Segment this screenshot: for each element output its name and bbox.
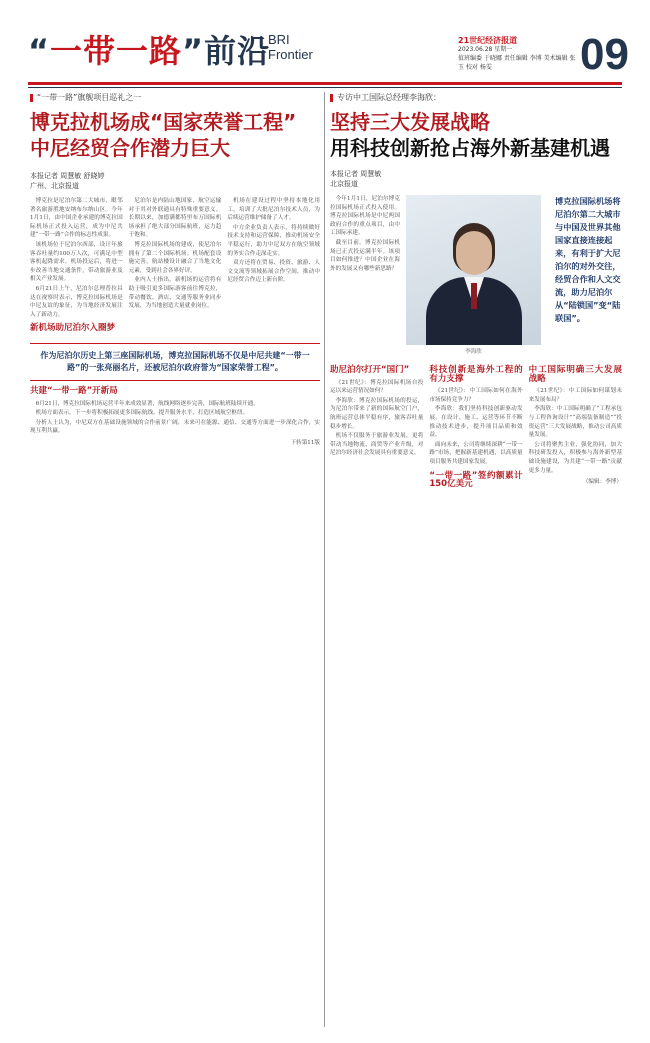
right-body-columns [330,361,622,493]
section-title: “一带一路”前沿 [28,32,271,70]
subtitle-line2: Frontier [268,47,313,62]
right-top-row [330,195,622,355]
left-body-col2: 尼泊尔是内陆山地国家，航空运输对于其对外联通具有特殊重要意义。长期以来，加德满都特里布万国际机场承担了绝大部分国际航班，运力趋于饱和。 博克拉国际机场的建成，使尼泊尔拥有了第二个国际机场。机场配套设施完善，航站楼设计融合了当地文化元素，受到社会各界好评。 业内人士指出，新机场的运营将有助于吸引更多国际游客前往博克拉，带动餐饮、酒店、交通等服务业同步发展，为当地创造大量就业岗位。 [128,198,222,310]
masthead [0,0,650,80]
paper-name: 21世纪经济报道 [458,36,518,45]
right-subhead-3: 中工国际明确三大发展战略 [528,365,622,384]
right-intro: 今年1月1日，尼泊尔博克拉国际机场正式投入使用。博克拉国际机场是中尼两国政府合作的重点项目，由中工国际承建。 截至目前，博克拉国际机场已正式投运满半年。该项目如何推进？中国企业在海外的发展又有哪些新思路？ [330,196,400,272]
edition-credits: 值班编委 于晓娜 责任编辑 李博 美术编辑 张玉 校对 杨雯 [458,55,576,71]
right-subhead-1: 助尼泊尔打开“国门” [330,365,410,375]
edition-info [458,36,578,72]
right-body-col3: 中工国际明确三大发展战略 《21世纪》：中工国际如何谋划未来发展布局？ 李海欣：中工国际明确了“工程承包与工程咨询设计”“高端装备制造”“投资运营”三大发展战略，推动公司高质量发展。 公司将聚焦主业，强化协同，加大科技研发投入，积极参与海外新型基础设施建设，为共建“一带一路”贡献更多力量。 （编辑：李博） [528,365,622,486]
left-body-col3: 机场在建设过程中坚持本地化用工，培训了大批尼泊尔技术人员，为后续运营维护储备了人才。 中方企业负责人表示，将持续做好技术支持和运营保障，推动机场安全平稳运行，助力中尼双方在航空领域的务实合作走深走实。 双方还将在贸易、投资、旅游、人文交流等领域拓展合作空间，推动中尼经贸合作迈上新台阶。 [227,198,321,284]
left-lower-subhead: 共建“一带一路”开新局 [30,385,118,396]
portrait-caption: 李海欣 [465,349,482,355]
left-page-ref: 下转第11版 [290,439,320,446]
right-body-col2: 科技创新是海外工程的有力支撑 《21世纪》：中工国际如何在海外市场保持竞争力？ 李海欣：我们坚持科技创新驱动发展，在设计、施工、运营等环节不断推动技术进步，提升项目品质和效益。 面向未来，公司将继续深耕“一带一路”市场，把握新基建机遇，以高质量项目服务共建国家发展。 “一带一路”签约额累计150亿美元 [429,365,523,490]
left-article [30,92,320,447]
right-subhead-2: 科技创新是海外工程的有力支撑 [429,365,523,384]
left-callout: 作为尼泊尔历史上第三座国际机场，博克拉国际机场不仅是中尼共建“一带一路”的一张亮丽名片，还被尼泊尔政府誉为“国家荣誉工程”。 [30,343,320,381]
left-byline: 本报记者 周慧敏 舒晓婷 广州、北京报道 [30,172,105,190]
right-subhead-bottom: “一带一路”签约额累计150亿美元 [429,470,523,490]
portrait-figure [406,195,541,355]
left-headline: 博克拉机场成“国家荣誉工程” 中尼经贸合作潜力巨大 [30,110,297,160]
left-lower-body: 共建“一带一路”开新局 6月21日，博克拉国际机场运营半年来成效显著，航线网络逐步完善，国际航班陆续开通。 机场方面表示，下一步将积极拓展更多国际航线，提升服务水平，打造区域航空枢纽。 分析人士认为，中尼双方在基础设施领域的合作前景广阔，未来可在能源、通信、交通等方面进一步深化合作，实现互利共赢。 下转第11版 [30,385,320,446]
edition-date: 2023.06.28 星期一 [458,46,513,53]
section-subtitle [268,32,313,62]
left-kicker: “一带一路”旗舰项目巡礼之一 [30,92,320,103]
subtitle-line1: BRI [268,32,290,47]
section-title-accent: 一带一路 [50,32,183,70]
right-editor: （编辑：李博） [582,479,622,486]
pull-quote: 博克拉国际机场将尼泊尔第二大城市与中国及世界其他国家直接连接起来，有利于扩大尼泊尔的对外交往，经贸合作和人文交流，助力尼泊尔从“陆锁国”变“陆联国”。 [555,196,621,323]
masthead-rule [28,82,622,85]
page-number: 09 [580,30,629,79]
portrait-photo [406,195,541,345]
right-headline: 坚持三大发展战略 用科技创新抢占海外新基建机遇 [330,110,610,160]
right-byline: 本报记者 周慧敏 北京报道 [330,170,382,188]
right-article [330,92,622,493]
right-body-col1: 助尼泊尔打开“国门” 《21世纪》：博克拉国际机场自投运以来运营情况如何？ 李海欣：博克拉国际机场的投运，为尼泊尔带来了新的国际航空门户，航班运营总体平稳有序，旅客吞吐量稳步增长。 机场不仅服务于旅游业发展，更将带动当地物流、商贸等产业升级，对尼泊尔经济社会发展具有重要意义。 [330,365,424,457]
right-kicker: 专访中工国际总经理李海欣： [330,92,622,103]
left-subhead: 新机场助尼泊尔入圈梦 [30,323,116,334]
left-body-col1: 博克拉是尼泊尔第二大城市，毗邻著名旅游胜地安纳布尔纳山区。今年1月1日，由中国企业承建的博克拉国际机场正式投入运营，成为中尼共建“一带一路”合作的标志性成果。 该机场位于尼泊尔西部，设计年旅客吞吐量约100万人次，可满足中型客机起降需求。机场投运后，将进一步改善当地交通条件，带动旅游业及相关产业发展。 6月21日上午，尼泊尔总理普拉昌达在视察时表示，博克拉国际机场是中尼友谊的象征，为当地经济发展注入了新动力。 新机场助尼泊尔入圈梦 [30,198,123,334]
column-divider [324,92,325,1027]
left-body-columns [30,197,320,337]
masthead-rule-thin [28,87,622,88]
